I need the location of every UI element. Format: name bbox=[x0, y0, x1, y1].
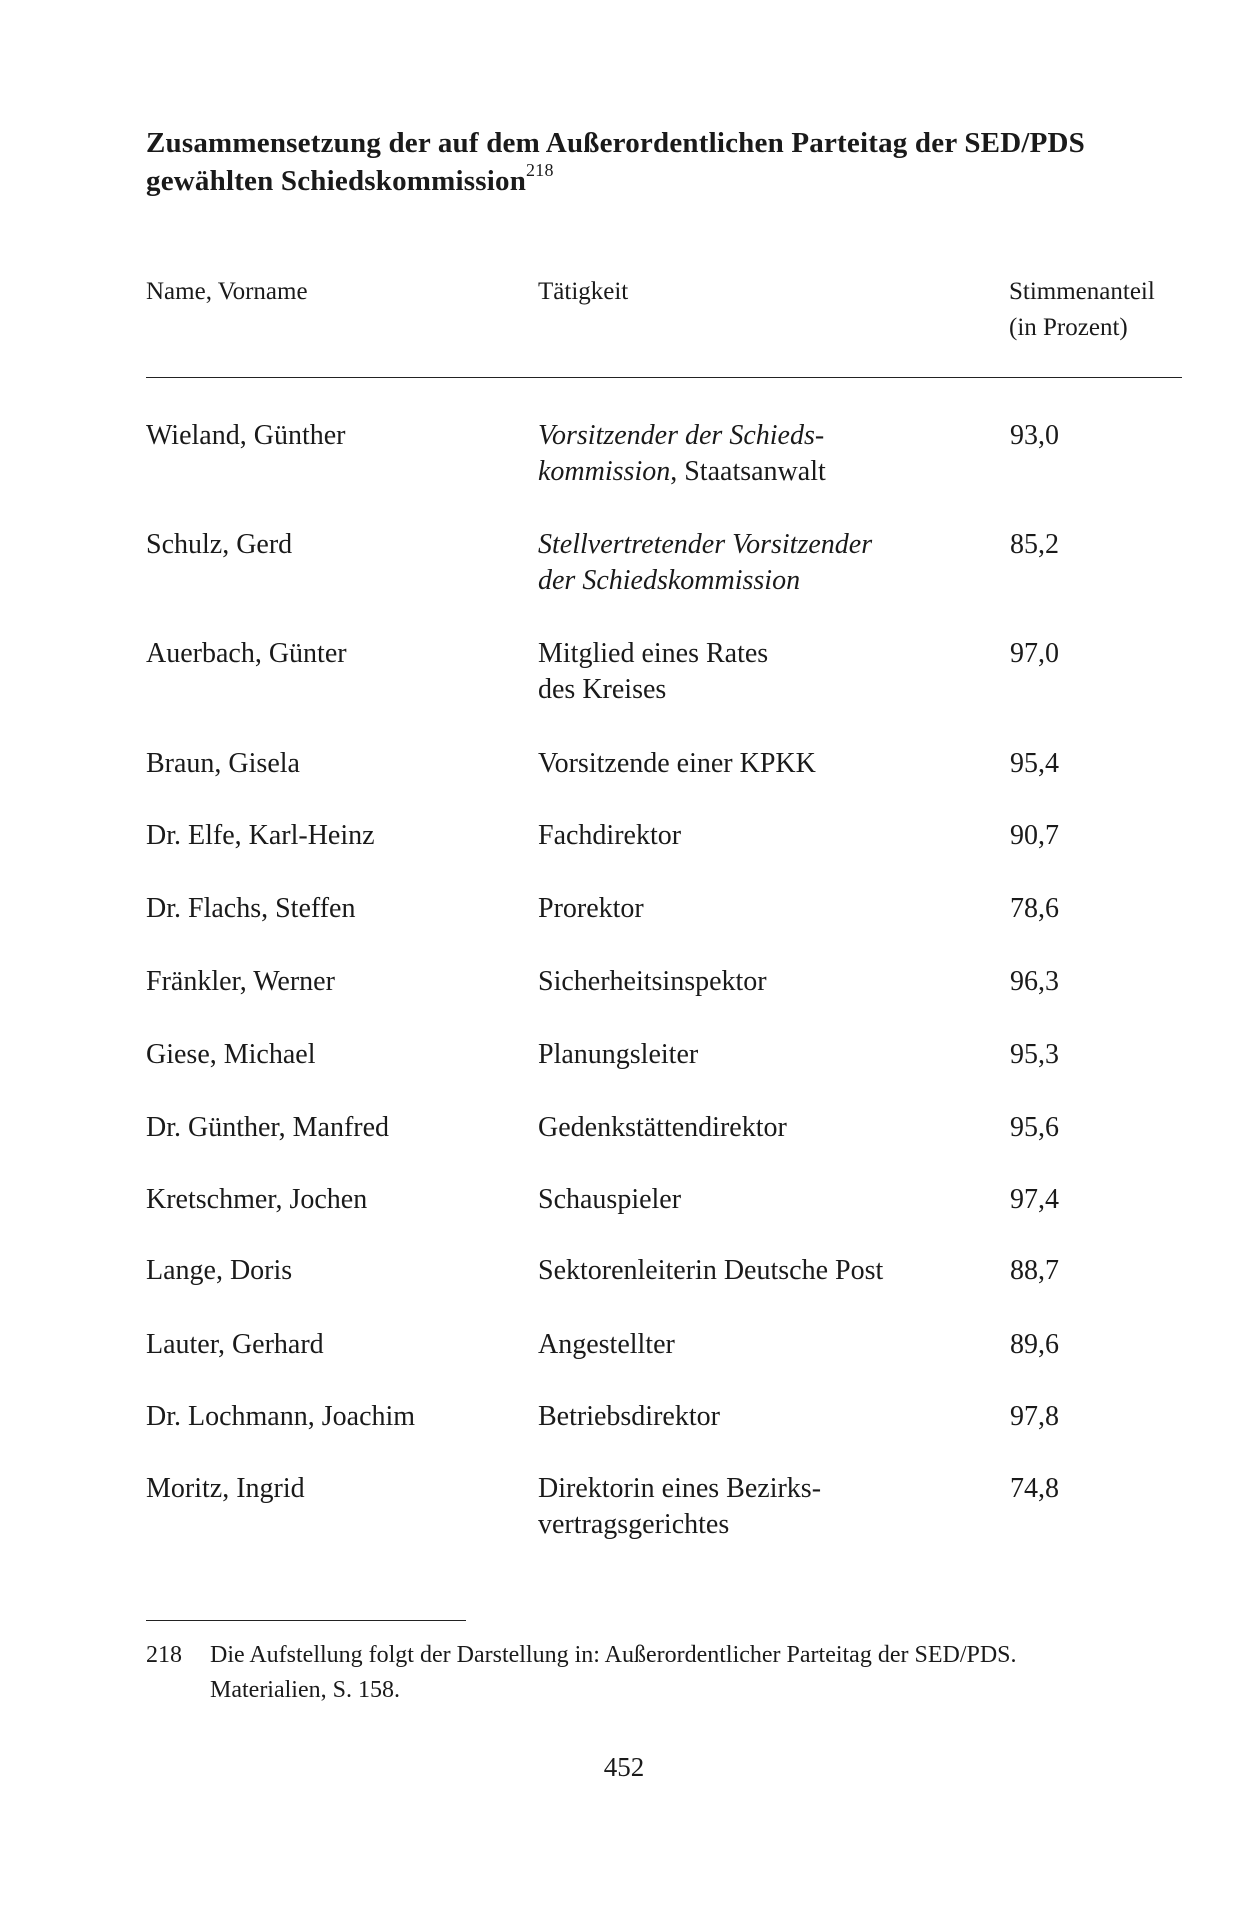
member-activity bbox=[538, 418, 968, 490]
column-header-vote-line-1: Stimmenanteil bbox=[1009, 278, 1155, 305]
member-vote: 89,6 bbox=[1010, 1329, 1059, 1360]
member-name: Braun, Gisela bbox=[146, 748, 300, 779]
member-vote: 88,7 bbox=[1010, 1255, 1059, 1286]
member-activity bbox=[538, 636, 968, 708]
member-vote: 95,3 bbox=[1010, 1039, 1059, 1070]
member-name: Giese, Michael bbox=[146, 1039, 316, 1070]
member-activity: Vorsitzende einer KPKK bbox=[538, 748, 816, 779]
activity-line: vertragsgerichtes bbox=[538, 1509, 730, 1540]
column-header-vote-line-2: (in Prozent) bbox=[1009, 314, 1128, 341]
member-name: Fränkler, Werner bbox=[146, 966, 335, 997]
column-header-activity: Tätigkeit bbox=[538, 278, 629, 305]
column-header-name: Name, Vorname bbox=[146, 278, 308, 305]
member-vote: 97,4 bbox=[1010, 1184, 1059, 1215]
activity-line-plain: , Staatsanwalt bbox=[670, 456, 826, 487]
member-activity: Sicherheitsinspektor bbox=[538, 966, 767, 997]
member-name: Dr. Günther, Manfred bbox=[146, 1112, 390, 1143]
member-name: Dr. Flachs, Steffen bbox=[146, 893, 356, 924]
member-activity: Planungsleiter bbox=[538, 1039, 699, 1070]
page-title bbox=[146, 124, 1196, 200]
member-activity: Gedenkstättendirektor bbox=[538, 1112, 787, 1143]
activity-line: Direktorin eines Bezirks- bbox=[538, 1473, 822, 1504]
page-number: 452 bbox=[603, 1752, 645, 1782]
member-activity bbox=[538, 1471, 968, 1543]
footnote-text bbox=[210, 1638, 1210, 1708]
title-line-1: Zusammensetzung der auf dem Außerordentlichen Parteitag der SED/PDS bbox=[146, 127, 1085, 159]
member-name: Dr. Elfe, Karl-Heinz bbox=[146, 820, 375, 851]
title-line-2: gewählten Schiedskommission bbox=[146, 165, 527, 197]
member-activity: Angestellter bbox=[538, 1329, 675, 1360]
member-activity: Sektorenleiterin Deutsche Post bbox=[538, 1255, 884, 1286]
header-rule bbox=[146, 377, 1182, 378]
member-activity: Betriebsdirektor bbox=[538, 1401, 720, 1432]
member-activity: Prorektor bbox=[538, 893, 644, 924]
member-vote: 95,6 bbox=[1010, 1112, 1059, 1143]
member-vote: 95,4 bbox=[1010, 748, 1059, 779]
member-name: Wieland, Günther bbox=[146, 420, 346, 451]
member-vote: 74,8 bbox=[1010, 1473, 1059, 1504]
member-activity: Fachdirektor bbox=[538, 820, 682, 851]
member-name: Dr. Lochmann, Joachim bbox=[146, 1401, 416, 1432]
member-name: Moritz, Ingrid bbox=[146, 1473, 305, 1504]
footnote-number: 218 bbox=[146, 1642, 182, 1668]
member-name: Lange, Doris bbox=[146, 1255, 293, 1286]
activity-line: des Kreises bbox=[538, 674, 667, 705]
member-name: Schulz, Gerd bbox=[146, 529, 293, 560]
member-vote: 96,3 bbox=[1010, 966, 1059, 997]
member-activity: Schauspieler bbox=[538, 1184, 682, 1215]
activity-line: der Schiedskommission bbox=[538, 565, 801, 596]
activity-line-italic: kommission bbox=[538, 456, 671, 487]
activity-line: Stellvertretender Vorsitzender bbox=[538, 529, 873, 560]
column-header-vote bbox=[1009, 274, 1209, 346]
member-activity bbox=[538, 527, 968, 599]
member-name: Kretschmer, Jochen bbox=[146, 1184, 368, 1215]
member-vote: 93,0 bbox=[1010, 420, 1059, 451]
footnote-line-1: Die Aufstellung folgt der Darstellung in: Außerordentlicher Parteitag der SED/PDS. bbox=[210, 1642, 1017, 1668]
member-vote: 97,0 bbox=[1010, 638, 1059, 669]
activity-line: Mitglied eines Rates bbox=[538, 638, 769, 669]
member-name: Auerbach, Günter bbox=[146, 638, 347, 669]
member-vote: 90,7 bbox=[1010, 820, 1059, 851]
footnote-rule bbox=[146, 1620, 466, 1621]
footnote-line-2: Materialien, S. 158. bbox=[210, 1677, 400, 1703]
member-vote: 78,6 bbox=[1010, 893, 1059, 924]
activity-line: Vorsitzender der Schieds- bbox=[538, 420, 825, 451]
member-vote: 97,8 bbox=[1010, 1401, 1059, 1432]
member-name: Lauter, Gerhard bbox=[146, 1329, 324, 1360]
title-footnote-ref[interactable]: 218 bbox=[526, 160, 554, 180]
member-vote: 85,2 bbox=[1010, 529, 1059, 560]
